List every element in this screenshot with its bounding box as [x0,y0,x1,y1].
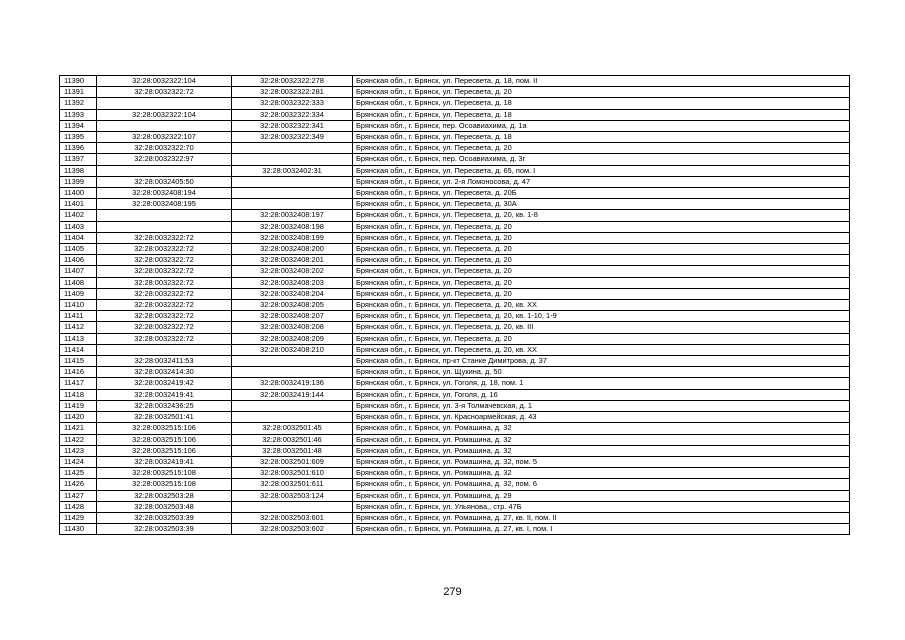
table-row [60,434,850,445]
address-cell: Брянская обл., г. Брянск, ул. Пересвета, д. 18, пом. II [353,76,850,87]
page-number: 279 [443,586,462,598]
building-cadastral-number-cell: 32:28:0032419:136 [232,378,353,389]
row-number-cell: 11427 [60,490,97,501]
row-number-cell: 11415 [60,356,97,367]
address-cell: Брянская обл., г. Брянск, ул. Ромашина, д. 32, пом. 6 [353,479,850,490]
building-cadastral-number-cell: 32:28:0032408:199 [232,232,353,243]
cadastral-number-cell: 32:28:0032322:72 [97,277,232,288]
building-cadastral-number-cell [232,400,353,411]
row-number-cell: 11418 [60,389,97,400]
address-cell: Брянская обл., г. Брянск, ул. Ромашина, д. 27, кв. I, пом. I [353,524,850,535]
building-cadastral-number-cell [232,143,353,154]
row-number-cell: 11392 [60,98,97,109]
cadastral-number-cell: 32:28:0032322:72 [97,333,232,344]
table-row [60,423,850,434]
cadastral-number-cell [97,344,232,355]
cadastral-number-cell: 32:28:0032322:104 [97,109,232,120]
cadastral-number-cell: 32:28:0032322:72 [97,244,232,255]
row-number-cell: 11412 [60,322,97,333]
row-number-cell: 11421 [60,423,97,434]
building-cadastral-number-cell: 32:28:0032322:278 [232,76,353,87]
cadastral-number-cell: 32:28:0032515:106 [97,423,232,434]
building-cadastral-number-cell: 32:28:0032501:48 [232,445,353,456]
building-cadastral-number-cell: 32:28:0032408:208 [232,322,353,333]
address-cell: Брянская обл., г. Брянск, ул. Пересвета, д. 20 [353,333,850,344]
cadastral-number-cell: 32:28:0032419:42 [97,378,232,389]
table-row [60,524,850,535]
row-number-cell: 11420 [60,412,97,423]
building-cadastral-number-cell [232,188,353,199]
cadastral-number-cell: 32:28:0032322:104 [97,76,232,87]
cadastral-number-cell: 32:28:0032322:72 [97,322,232,333]
table-row [60,512,850,523]
cadastral-number-cell: 32:28:0032503:48 [97,501,232,512]
row-number-cell: 11407 [60,266,97,277]
table-row [60,143,850,154]
row-number-cell: 11416 [60,367,97,378]
row-number-cell: 11406 [60,255,97,266]
building-cadastral-number-cell: 32:28:0032322:341 [232,120,353,131]
address-cell: Брянская обл., г. Брянск, ул. Пересвета, д. 20 [353,232,850,243]
row-number-cell: 11393 [60,109,97,120]
table-row [60,210,850,221]
row-number-cell: 11391 [60,87,97,98]
table-row [60,344,850,355]
table-row [60,333,850,344]
cadastral-number-cell: 32:28:0032322:97 [97,154,232,165]
address-cell: Брянская обл., г. Брянск, ул. Пересвета, д. 20 [353,288,850,299]
address-cell: Брянская обл., г. Брянск, ул. Пересвета, д. 20, кв. XX [353,344,850,355]
building-cadastral-number-cell [232,154,353,165]
table-row [60,277,850,288]
address-cell: Брянская обл., г. Брянск, ул. Пересвета, д. 20, кв. III [353,322,850,333]
row-number-cell: 11428 [60,501,97,512]
table-row [60,244,850,255]
address-cell: Брянская обл., г. Брянск, ул. Пересвета, д. 20, кв. XX [353,300,850,311]
table-row [60,199,850,210]
table-row [60,76,850,87]
address-cell: Брянская обл., г. Брянск, ул. 3-я Толмачевская, д. 1 [353,400,850,411]
table-row [60,109,850,120]
cadastral-number-cell: 32:28:0032503:28 [97,490,232,501]
building-cadastral-number-cell [232,501,353,512]
row-number-cell: 11399 [60,176,97,187]
row-number-cell: 11410 [60,300,97,311]
cadastral-number-cell: 32:28:0032515:106 [97,445,232,456]
address-cell: Брянская обл., г. Брянск, ул. Пересвета, д. 30А [353,199,850,210]
address-cell: Брянская обл., г. Брянск, ул. Пересвета, д. 20 [353,266,850,277]
cadastral-number-cell: 32:28:0032408:195 [97,199,232,210]
address-cell: Брянская обл., г. Брянск, ул. Ромашина, д. 32 [353,423,850,434]
table-row [60,322,850,333]
cadastral-number-cell: 32:28:0032322:72 [97,300,232,311]
building-cadastral-number-cell [232,412,353,423]
building-cadastral-number-cell: 32:28:0032408:197 [232,210,353,221]
row-number-cell: 11426 [60,479,97,490]
address-cell: Брянская обл., г. Брянск, ул. Пересвета, д. 20 [353,255,850,266]
cadastral-number-cell [97,98,232,109]
building-cadastral-number-cell: 32:28:0032408:210 [232,344,353,355]
table-row [60,154,850,165]
table-row [60,165,850,176]
table-row [60,378,850,389]
row-number-cell: 11398 [60,165,97,176]
table-row [60,300,850,311]
address-cell: Брянская обл., г. Брянск, ул. Гоголя, д. 16 [353,389,850,400]
building-cadastral-number-cell: 32:28:0032322:334 [232,109,353,120]
row-number-cell: 11403 [60,221,97,232]
cadastral-number-cell: 32:28:0032503:39 [97,512,232,523]
table-row [60,232,850,243]
building-cadastral-number-cell: 32:28:0032501:45 [232,423,353,434]
table-row [60,266,850,277]
building-cadastral-number-cell: 32:28:0032501:611 [232,479,353,490]
building-cadastral-number-cell: 32:28:0032501:610 [232,468,353,479]
building-cadastral-number-cell: 32:28:0032408:202 [232,266,353,277]
cadastral-number-cell: 32:28:0032419:41 [97,389,232,400]
address-cell: Брянская обл., г. Брянск, ул. Пересвета, д. 20 [353,221,850,232]
building-cadastral-number-cell [232,367,353,378]
address-cell: Брянская обл., г. Брянск, пер. Осоавиахима, д. 1а [353,120,850,131]
address-cell: Брянская обл., г. Брянск, ул. Ромашина, д. 32 [353,468,850,479]
cadastral-number-cell: 32:28:0032322:72 [97,311,232,322]
building-cadastral-number-cell: 32:28:0032503:601 [232,512,353,523]
building-cadastral-number-cell: 32:28:0032503:602 [232,524,353,535]
row-number-cell: 11401 [60,199,97,210]
table-row [60,490,850,501]
cadastral-number-cell: 32:28:0032322:72 [97,255,232,266]
building-cadastral-number-cell: 32:28:0032322:349 [232,132,353,143]
building-cadastral-number-cell: 32:28:0032408:204 [232,288,353,299]
cadastral-number-cell: 32:28:0032322:72 [97,288,232,299]
address-cell: Брянская обл., г. Брянск, ул. Красноармейская, д. 43 [353,412,850,423]
row-number-cell: 11395 [60,132,97,143]
row-number-cell: 11419 [60,400,97,411]
cadastral-number-cell [97,120,232,131]
table-row [60,221,850,232]
address-cell: Брянская обл., г. Брянск, ул. Пересвета, д. 18 [353,98,850,109]
cadastral-number-cell: 32:28:0032419:41 [97,456,232,467]
cadastral-number-cell: 32:28:0032322:70 [97,143,232,154]
table-row [60,132,850,143]
row-number-cell: 11411 [60,311,97,322]
address-cell: Брянская обл., г. Брянск, ул. Пересвета, д. 18 [353,109,850,120]
address-cell: Брянская обл., г. Брянск, ул. Ромашина, д. 32 [353,445,850,456]
cadastral-number-cell: 32:28:0032322:72 [97,87,232,98]
building-cadastral-number-cell [232,176,353,187]
address-cell: Брянская обл., г. Брянск, ул. Пересвета, д. 65, пом. I [353,165,850,176]
cadastral-number-cell: 32:28:0032408:194 [97,188,232,199]
row-number-cell: 11408 [60,277,97,288]
row-number-cell: 11422 [60,434,97,445]
row-number-cell: 11413 [60,333,97,344]
building-cadastral-number-cell: 32:28:0032501:609 [232,456,353,467]
building-cadastral-number-cell: 32:28:0032408:207 [232,311,353,322]
row-number-cell: 11409 [60,288,97,299]
cadastral-number-cell: 32:28:0032322:72 [97,266,232,277]
address-cell: Брянская обл., г. Брянск, ул. Ульянова,, стр. 47Б [353,501,850,512]
cadastral-number-cell: 32:28:0032501:41 [97,412,232,423]
address-cell: Брянская обл., г. Брянск, пер. Осоавиахима, д. 3г [353,154,850,165]
row-number-cell: 11397 [60,154,97,165]
row-number-cell: 11390 [60,76,97,87]
address-cell: Брянская обл., г. Брянск, ул. Пересвета, д. 20 [353,244,850,255]
table-row [60,412,850,423]
row-number-cell: 11424 [60,456,97,467]
cadastral-number-cell: 32:28:0032411:53 [97,356,232,367]
cadastral-number-cell: 32:28:0032515:106 [97,434,232,445]
address-cell: Брянская обл., г. Брянск, ул. Пересвета, д. 20 [353,143,850,154]
building-cadastral-number-cell: 32:28:0032408:209 [232,333,353,344]
cadastral-number-cell [97,221,232,232]
cadastral-number-cell [97,165,232,176]
address-cell: Брянская обл., г. Брянск, ул. Ромашина, д. 27, кв. II, пом. II [353,512,850,523]
cadastral-number-cell: 32:28:0032322:107 [97,132,232,143]
registry-table [59,75,850,535]
address-cell: Брянская обл., г. Брянск, ул. Ромашина, д. 32, пом. 5 [353,456,850,467]
table-row [60,120,850,131]
row-number-cell: 11396 [60,143,97,154]
building-cadastral-number-cell: 32:28:0032322:281 [232,87,353,98]
row-number-cell: 11402 [60,210,97,221]
table-row [60,400,850,411]
row-number-cell: 11423 [60,445,97,456]
table-row [60,87,850,98]
table-row [60,98,850,109]
building-cadastral-number-cell: 32:28:0032402:31 [232,165,353,176]
row-number-cell: 11417 [60,378,97,389]
building-cadastral-number-cell: 32:28:0032503:124 [232,490,353,501]
cadastral-number-cell: 32:28:0032414:30 [97,367,232,378]
table-row [60,288,850,299]
address-cell: Брянская обл., г. Брянск, ул. Пересвета, д. 20Б [353,188,850,199]
row-number-cell: 11425 [60,468,97,479]
address-cell: Брянская обл., г. Брянск, ул. Ромашина, д. 29 [353,490,850,501]
row-number-cell: 11400 [60,188,97,199]
cadastral-number-cell: 32:28:0032515:108 [97,479,232,490]
registry-table-body [60,76,850,535]
building-cadastral-number-cell: 32:28:0032408:203 [232,277,353,288]
table-row [60,456,850,467]
table-row [60,356,850,367]
address-cell: Брянская обл., г. Брянск, ул. Пересвета, д. 20, кв. 1-8 [353,210,850,221]
building-cadastral-number-cell: 32:28:0032408:205 [232,300,353,311]
cadastral-number-cell: 32:28:0032322:72 [97,232,232,243]
building-cadastral-number-cell [232,356,353,367]
row-number-cell: 11404 [60,232,97,243]
building-cadastral-number-cell: 32:28:0032408:200 [232,244,353,255]
building-cadastral-number-cell: 32:28:0032501:46 [232,434,353,445]
table-row [60,255,850,266]
building-cadastral-number-cell [232,199,353,210]
table-row [60,468,850,479]
address-cell: Брянская обл., г. Брянск, ул. Гоголя, д. 18, пом. 1 [353,378,850,389]
address-cell: Брянская обл., г. Брянск, ул. Щукина, д. 50 [353,367,850,378]
table-row [60,479,850,490]
cadastral-number-cell: 32:28:0032503:39 [97,524,232,535]
building-cadastral-number-cell: 32:28:0032408:201 [232,255,353,266]
row-number-cell: 11405 [60,244,97,255]
table-row [60,389,850,400]
row-number-cell: 11394 [60,120,97,131]
row-number-cell: 11430 [60,524,97,535]
table-row [60,188,850,199]
table-row [60,176,850,187]
cadastral-number-cell: 32:28:0032515:108 [97,468,232,479]
cadastral-number-cell: 32:28:0032405:50 [97,176,232,187]
address-cell: Брянская обл., г. Брянск, ул. Пересвета, д. 20 [353,277,850,288]
building-cadastral-number-cell: 32:28:0032408:198 [232,221,353,232]
table-row [60,501,850,512]
address-cell: Брянская обл., г. Брянск, ул. Ромашина, д. 32 [353,434,850,445]
table-row [60,367,850,378]
cadastral-number-cell: 32:28:0032436:25 [97,400,232,411]
address-cell: Брянская обл., г. Брянск, ул. Пересвета, д. 20, кв. 1-10, 1-9 [353,311,850,322]
building-cadastral-number-cell: 32:28:0032322:333 [232,98,353,109]
address-cell: Брянская обл., г. Брянск, ул. Пересвета, д. 20 [353,87,850,98]
table-row [60,445,850,456]
address-cell: Брянская обл., г. Брянск, ул. 2-я Ломоносова, д. 47 [353,176,850,187]
address-cell: Брянская обл., г. Брянск, ул. Пересвета, д. 18 [353,132,850,143]
row-number-cell: 11414 [60,344,97,355]
building-cadastral-number-cell: 32:28:0032419:144 [232,389,353,400]
row-number-cell: 11429 [60,512,97,523]
table-row [60,311,850,322]
address-cell: Брянская обл., г. Брянск, пр-кт Станке Димитрова, д. 37 [353,356,850,367]
cadastral-number-cell [97,210,232,221]
